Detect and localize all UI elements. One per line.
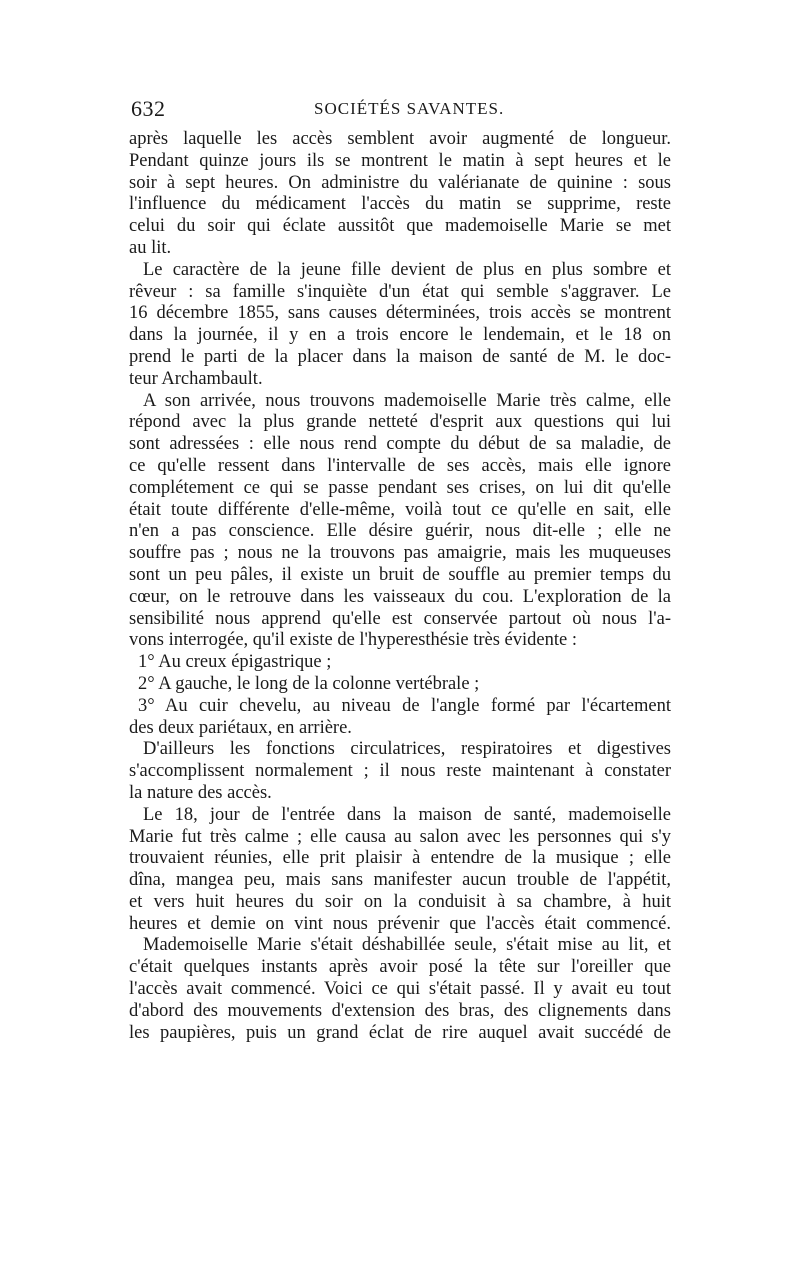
running-head: SOCIÉTÉS SAVANTES. [314, 99, 505, 118]
text-line: s'accomplissent normalement ; il nous reste maintenant à constater [129, 761, 671, 782]
text-line: celui du soir qui éclate aussitôt que mademoiselle Marie se met [129, 216, 671, 237]
text-line: sont adressées : elle nous rend compte du début de sa maladie, de [129, 434, 671, 455]
text-line: les paupières, puis un grand éclat de rire auquel avait succédé de [129, 1022, 671, 1043]
text-line: Pendant quinze jours ils se montrent le matin à sept heures et le [129, 150, 671, 171]
text-line: teur Archambault. [129, 368, 263, 389]
text-line: cœur, on le retrouve dans les vaisseaux du cou. L'exploration de la [129, 586, 671, 607]
text-line: D'ailleurs les fonctions circulatrices, respiratoires et digestives [143, 739, 671, 760]
text-line: 16 décembre 1855, sans causes déterminées, trois accès se montrent [129, 303, 671, 324]
list-item: 1° Au creux épigastrique ; [138, 652, 332, 673]
text-line: soir à sept heures. On administre du valérianate de quinine : sous [129, 172, 671, 193]
text-line: répond avec la plus grande netteté d'esprit aux questions qui lui [129, 412, 671, 433]
text-line: heures et demie on vint nous prévenir que l'accès était commencé. [129, 913, 671, 934]
text-line: des deux pariétaux, en arrière. [129, 717, 352, 738]
text-line: complétement ce qui se passe pendant ses crises, on lui dit qu'elle [129, 477, 671, 498]
text-line: l'accès avait commencé. Voici ce qui s'était passé. Il y avait eu tout [129, 979, 671, 1000]
page-number: 632 [131, 96, 166, 121]
text-line: au lit. [129, 237, 172, 258]
text-line: dans la journée, il y en a trois encore le lendemain, et le 18 on [129, 325, 671, 346]
text-line: c'était quelques instants après avoir posé la tête sur l'oreiller que [129, 957, 671, 978]
text-line: Le caractère de la jeune fille devient de plus en plus sombre et [143, 259, 671, 280]
text-line: Marie fut très calme ; elle causa au salon avec les personnes qui s'y [129, 826, 671, 847]
text-line: Mademoiselle Marie s'était déshabillée seule, s'était mise au lit, et [143, 935, 671, 956]
text-line: après laquelle les accès semblent avoir augmenté de longueur. [129, 129, 671, 149]
body-text [129, 129, 671, 1044]
text-line: rêveur : sa famille s'inquiète d'un état qui semble s'aggraver. Le [129, 281, 671, 302]
list-item: 3° Au cuir chevelu, au niveau de l'angle formé par l'écartement [138, 695, 671, 716]
text-line: ce qu'elle ressent dans l'intervalle de ses accès, mais elle ignore [129, 455, 671, 476]
text-line: Le 18, jour de l'entrée dans la maison de santé, mademoiselle [143, 804, 671, 825]
text-line: d'abord des mouvements d'extension des bras, des clignements dans [129, 1000, 671, 1021]
text-line: souffre pas ; nous ne la trouvons pas amaigrie, mais les muqueuses [129, 543, 671, 564]
list-item: 2° A gauche, le long de la colonne vertébrale ; [138, 673, 480, 694]
text-line: l'influence du médicament l'accès du matin se supprime, reste [129, 194, 671, 215]
text-line: n'en a pas conscience. Elle désire guérir, nous dit-elle ; elle ne [129, 521, 671, 542]
text-line: la nature des accès. [129, 782, 272, 803]
text-line: était toute différente d'elle-même, voilà tout ce qu'elle en sait, elle [129, 499, 671, 520]
text-line: prend le parti de la placer dans la maison de santé de M. le doc- [129, 346, 671, 367]
page-header [129, 96, 671, 124]
text-line: trouvaient réunies, elle prit plaisir à entendre de la musique ; elle [129, 848, 671, 869]
text-line: et vers huit heures du soir on la conduisit à sa chambre, à huit [129, 891, 671, 912]
text-line: sensibilité nous apprend qu'elle est conservée partout où nous l'a- [129, 608, 671, 629]
text-line: sont un peu pâles, il existe un bruit de souffle au premier temps du [129, 564, 671, 585]
text-line: A son arrivée, nous trouvons mademoiselle Marie très calme, elle [143, 390, 671, 411]
text-line: dîna, mangea peu, mais sans manifester aucun trouble de l'appétit, [129, 870, 671, 891]
text-line: vons interrogée, qu'il existe de l'hyperesthésie très évidente : [129, 630, 577, 651]
